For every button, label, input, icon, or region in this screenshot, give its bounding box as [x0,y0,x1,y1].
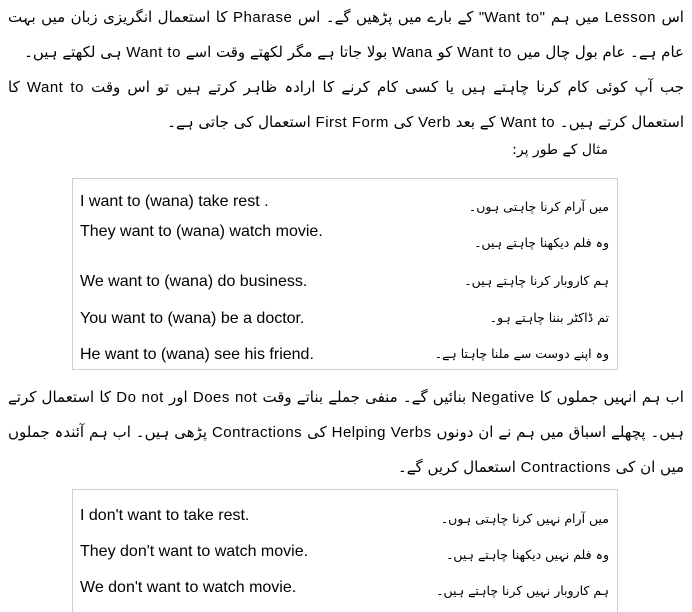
usage-en-term: Want to [500,114,556,131]
negative-text: اور [169,388,188,406]
intro-en-term: Pharase [233,9,293,26]
intro-en-term: Want to [457,44,512,61]
intro-text: میں ہم [550,8,600,26]
usage-text: کا استعمال کرتے ہیں۔ [8,78,684,131]
intro-paragraph [8,0,684,70]
example-urdu: ہم کاروبار نہیں کرنا چاہتے ہیں۔ [436,583,609,598]
example-english: I want to (wana) take rest . [80,193,269,210]
negative-en-term: Contractions [520,459,611,476]
example-urdu: وہ اپنے دوست سے ملنا چاہتا ہے۔ [434,346,609,361]
example-urdu: تم ڈاکٹر بننا چاہتے ہو۔ [489,310,609,325]
usage-en-term: Verb [418,114,451,131]
example-english: They want to (wana) watch movie. [80,223,323,240]
usage-text: استعمال کی جاتی ہے۔ [167,113,311,131]
usage-text: کی [393,113,414,131]
intro-en-term: Want to [126,44,181,61]
example-english: I don't want to take rest. [80,507,250,524]
negative-text: کا استعمال کرتے ہیں۔ پچھلے اسباق میں ہم نے ان دونوں [8,388,684,441]
usage-en-term: Want to [26,79,84,96]
positive-examples-box [72,178,618,370]
usage-paragraph [8,70,684,140]
negative-text: کی [307,423,327,441]
example-english: We want to (wana) do business. [80,273,308,290]
usage-text: کے بعد [455,113,496,131]
intro-en-term: Wana [392,44,433,61]
negative-paragraph [8,380,684,485]
example-urdu: میں آرام نہیں کرنا چاہتی ہوں۔ [440,511,609,526]
negative-en-term: Does not [192,389,258,406]
intro-text: کا استعمال انگریزی زبان میں بہت عام ہے۔ عام بول چال میں [8,8,684,61]
negative-text: اب ہم انہیں جملوں کا [539,388,684,406]
example-urdu: ہم کاروبار کرنا چاہتے ہیں۔ [464,273,609,288]
intro-text: کے بارے میں پڑھیں گے۔ اس [297,8,474,26]
example-urdu: وہ فلم نہیں دیکھنا چاہتے ہیں۔ [446,547,609,562]
negative-en-term: Do not [116,389,164,406]
negative-en-term: Contractions [211,424,303,441]
intro-en-term: Lesson [604,9,656,26]
example-english: We don't want to watch movie. [80,579,297,596]
negative-en-term: Helping Verbs [331,424,432,441]
intro-text: ہی لکھتے ہیں۔ [24,43,122,61]
intro-text: بولا جاتا ہے مگر لکھتے وقت اسے [185,43,388,61]
intro-en-term: "Want to" [478,9,546,26]
negative-examples-box [72,489,618,612]
example-urdu: میں آرام کرنا چاہتی ہوں۔ [468,199,609,214]
example-heading: مثال کے طور پر: [512,142,608,158]
negative-text: پڑھی ہیں۔ اب ہم آئندہ جملوں میں ان کی [8,423,684,476]
example-english: You want to (wana) be a doctor. [80,310,305,327]
usage-en-term: First Form [315,114,389,131]
intro-text: اس [661,8,684,26]
negative-text: استعمال کریں گے۔ [397,458,516,476]
example-urdu: وہ فلم دیکھنا چاہتے ہیں۔ [474,235,609,250]
example-english: They don't want to watch movie. [80,543,309,560]
usage-text: جب آپ کوئی کام کرنا چاہتے ہیں یا کسی کام کرنے کا ارادہ ظاہر کرتے ہیں تو اس وقت [91,78,684,96]
intro-text: کو [437,43,453,61]
negative-en-term: Negative [471,389,535,406]
example-english: He want to (wana) see his friend. [80,346,314,363]
negative-text: بنائیں گے۔ منفی جملے بناتے وقت [262,388,467,406]
